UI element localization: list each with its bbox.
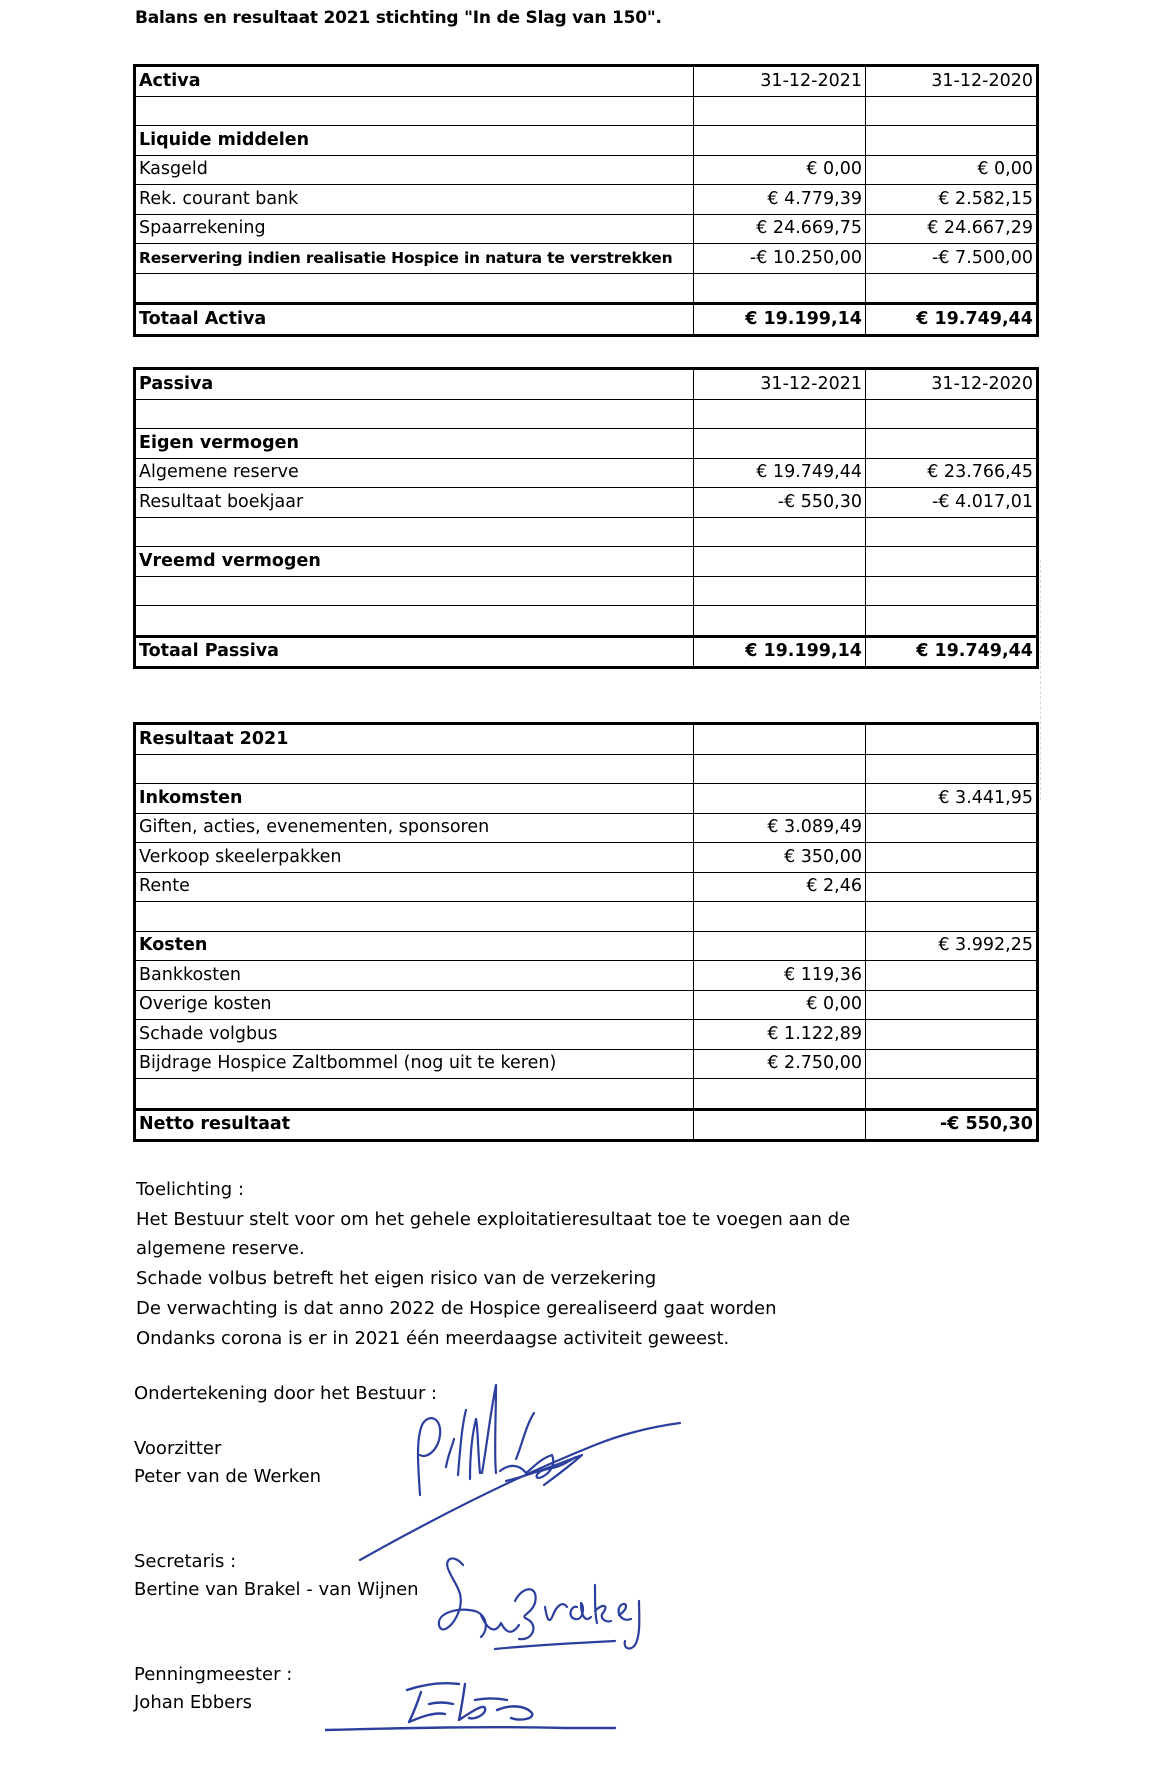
value-col-2 — [866, 273, 1038, 304]
value-col-1 — [694, 547, 866, 577]
value-col-2: € 19.749,44 — [866, 304, 1038, 336]
secretary-signature — [435, 1545, 675, 1665]
value-col-2: -€ 4.017,01 — [866, 488, 1038, 518]
value-col-2 — [866, 576, 1038, 606]
row-label: Bankkosten — [135, 961, 694, 991]
value-col-2 — [866, 1079, 1038, 1110]
value-col-1: € 19.199,14 — [694, 636, 866, 668]
value-col-1 — [694, 126, 866, 156]
table-row — [135, 66, 1038, 97]
row-label: Reservering indien realisatie Hospice in natura te verstrekken — [135, 244, 694, 274]
activa-table — [133, 64, 1039, 337]
row-label: Rente — [135, 872, 694, 902]
value-col-2 — [866, 754, 1038, 784]
total-row — [135, 304, 1038, 336]
value-col-1: € 1.122,89 — [694, 1020, 866, 1050]
value-col-2 — [866, 902, 1038, 932]
value-col-1 — [694, 724, 866, 755]
value-col-2 — [866, 872, 1038, 902]
table-row — [135, 96, 1038, 126]
table-row — [135, 990, 1038, 1020]
value-col-1 — [694, 1079, 866, 1110]
table-row — [135, 784, 1038, 814]
row-label: Spaarrekening — [135, 214, 694, 244]
value-col-2 — [866, 96, 1038, 126]
value-col-1: -€ 10.250,00 — [694, 244, 866, 274]
value-col-2 — [866, 961, 1038, 991]
total-row — [135, 636, 1038, 668]
row-label — [135, 517, 694, 547]
row-label: Activa — [135, 66, 694, 97]
table-row — [135, 813, 1038, 843]
value-col-1: € 3.089,49 — [694, 813, 866, 843]
row-label: Netto resultaat — [135, 1109, 694, 1141]
value-col-2: € 23.766,45 — [866, 458, 1038, 488]
chair-signature — [320, 1355, 700, 1565]
value-col-1: € 24.669,75 — [694, 214, 866, 244]
row-label: Totaal Activa — [135, 304, 694, 336]
table-row — [135, 1079, 1038, 1110]
treasurer-role: Penningmeester : — [134, 1664, 293, 1685]
row-label — [135, 96, 694, 126]
value-col-2: € 2.582,15 — [866, 185, 1038, 215]
notes-section — [136, 1175, 850, 1353]
value-col-1: € 119,36 — [694, 961, 866, 991]
value-col-2 — [866, 126, 1038, 156]
table-row — [135, 547, 1038, 577]
notes-line: Ondanks corona is er in 2021 één meerdaagse activiteit geweest. — [136, 1327, 730, 1349]
value-col-1: € 350,00 — [694, 843, 866, 873]
row-label: Totaal Passiva — [135, 636, 694, 668]
row-label: Passiva — [135, 369, 694, 400]
value-col-1: 31-12-2021 — [694, 66, 866, 97]
total-row — [135, 1109, 1038, 1141]
value-col-1 — [694, 784, 866, 814]
value-col-2 — [866, 813, 1038, 843]
row-label: Schade volgbus — [135, 1020, 694, 1050]
value-col-1 — [694, 399, 866, 429]
value-col-1 — [694, 1109, 866, 1141]
value-col-1 — [694, 517, 866, 547]
value-col-2: € 3.441,95 — [866, 784, 1038, 814]
table-row — [135, 244, 1038, 274]
signing-heading: Ondertekening door het Bestuur : — [134, 1383, 438, 1404]
row-label: Vreemd vermogen — [135, 547, 694, 577]
table-row — [135, 185, 1038, 215]
row-label: Verkoop skeelerpakken — [135, 843, 694, 873]
treasurer-signature — [325, 1670, 625, 1740]
row-label: Resultaat boekjaar — [135, 488, 694, 518]
row-label — [135, 399, 694, 429]
value-col-2 — [866, 724, 1038, 755]
value-col-1 — [694, 754, 866, 784]
resultaat-table — [133, 722, 1039, 1142]
row-label — [135, 576, 694, 606]
notes-line: Het Bestuur stelt voor om het gehele exploitatieresultaat toe te voegen aan de — [136, 1208, 851, 1230]
table-row — [135, 931, 1038, 961]
secretary-role: Secretaris : — [134, 1551, 237, 1572]
value-col-2: € 24.667,29 — [866, 214, 1038, 244]
value-col-1: € 2.750,00 — [694, 1049, 866, 1079]
table-row — [135, 214, 1038, 244]
value-col-2 — [866, 517, 1038, 547]
row-label — [135, 754, 694, 784]
value-col-1: 31-12-2021 — [694, 369, 866, 400]
value-col-2: € 19.749,44 — [866, 636, 1038, 668]
value-col-1 — [694, 96, 866, 126]
value-col-2: -€ 7.500,00 — [866, 244, 1038, 274]
value-col-2: -€ 550,30 — [866, 1109, 1038, 1141]
row-label: Bijdrage Hospice Zaltbommel (nog uit te keren) — [135, 1049, 694, 1079]
table-row — [135, 843, 1038, 873]
value-col-2: 31-12-2020 — [866, 369, 1038, 400]
secretary-name: Bertine van Brakel - van Wijnen — [134, 1578, 419, 1600]
row-label: Giften, acties, evenementen, sponsoren — [135, 813, 694, 843]
row-label — [135, 606, 694, 637]
value-col-1 — [694, 606, 866, 637]
row-label: Algemene reserve — [135, 458, 694, 488]
value-col-2: € 0,00 — [866, 155, 1038, 185]
table-row — [135, 724, 1038, 755]
treasurer-name: Johan Ebbers — [134, 1691, 252, 1713]
table-row — [135, 369, 1038, 400]
table-row — [135, 576, 1038, 606]
row-label — [135, 902, 694, 932]
row-label: Kasgeld — [135, 155, 694, 185]
notes-line: De verwachting is dat anno 2022 de Hospice gerealiseerd gaat worden — [136, 1297, 777, 1319]
table-row — [135, 1020, 1038, 1050]
value-col-1: € 19.199,14 — [694, 304, 866, 336]
passiva-table — [133, 367, 1039, 669]
value-col-1: € 0,00 — [694, 155, 866, 185]
value-col-1 — [694, 429, 866, 459]
chair-role: Voorzitter — [134, 1438, 222, 1459]
value-col-2 — [866, 399, 1038, 429]
table-row — [135, 517, 1038, 547]
notes-line: algemene reserve. — [136, 1238, 305, 1260]
table-row — [135, 155, 1038, 185]
value-col-2 — [866, 1049, 1038, 1079]
value-col-2 — [866, 843, 1038, 873]
value-col-2: 31-12-2020 — [866, 66, 1038, 97]
table-row — [135, 273, 1038, 304]
table-row — [135, 488, 1038, 518]
row-label: Overige kosten — [135, 990, 694, 1020]
table-row — [135, 872, 1038, 902]
table-row — [135, 429, 1038, 459]
row-label: Kosten — [135, 931, 694, 961]
table-row — [135, 399, 1038, 429]
document-title: Balans en resultaat 2021 stichting "In de Slag van 150". — [135, 8, 662, 28]
row-label: Eigen vermogen — [135, 429, 694, 459]
chair-block — [134, 1435, 321, 1490]
row-label: Inkomsten — [135, 784, 694, 814]
row-label: Resultaat 2021 — [135, 724, 694, 755]
notes-line: Toelichting : — [136, 1179, 245, 1200]
value-col-1 — [694, 576, 866, 606]
value-col-2 — [866, 429, 1038, 459]
notes-line: Schade volbus betreft het eigen risico van de verzekering — [136, 1268, 657, 1290]
table-row — [135, 754, 1038, 784]
table-row — [135, 458, 1038, 488]
value-col-2 — [866, 1020, 1038, 1050]
value-col-1 — [694, 931, 866, 961]
table-row — [135, 126, 1038, 156]
value-col-1: -€ 550,30 — [694, 488, 866, 518]
row-label: Rek. courant bank — [135, 185, 694, 215]
value-col-2 — [866, 990, 1038, 1020]
table-row — [135, 1049, 1038, 1079]
table-row — [135, 961, 1038, 991]
row-label — [135, 273, 694, 304]
value-col-2 — [866, 547, 1038, 577]
value-col-1 — [694, 273, 866, 304]
row-label — [135, 1079, 694, 1110]
value-col-2: € 3.992,25 — [866, 931, 1038, 961]
scan-edge-line — [1040, 560, 1042, 800]
chair-name: Peter van de Werken — [134, 1465, 322, 1487]
table-row — [135, 902, 1038, 932]
value-col-1: € 0,00 — [694, 990, 866, 1020]
treasurer-block — [134, 1661, 292, 1716]
value-col-2 — [866, 606, 1038, 637]
value-col-1 — [694, 902, 866, 932]
table-row — [135, 606, 1038, 637]
row-label: Liquide middelen — [135, 126, 694, 156]
value-col-1: € 19.749,44 — [694, 458, 866, 488]
value-col-1: € 2,46 — [694, 872, 866, 902]
value-col-1: € 4.779,39 — [694, 185, 866, 215]
